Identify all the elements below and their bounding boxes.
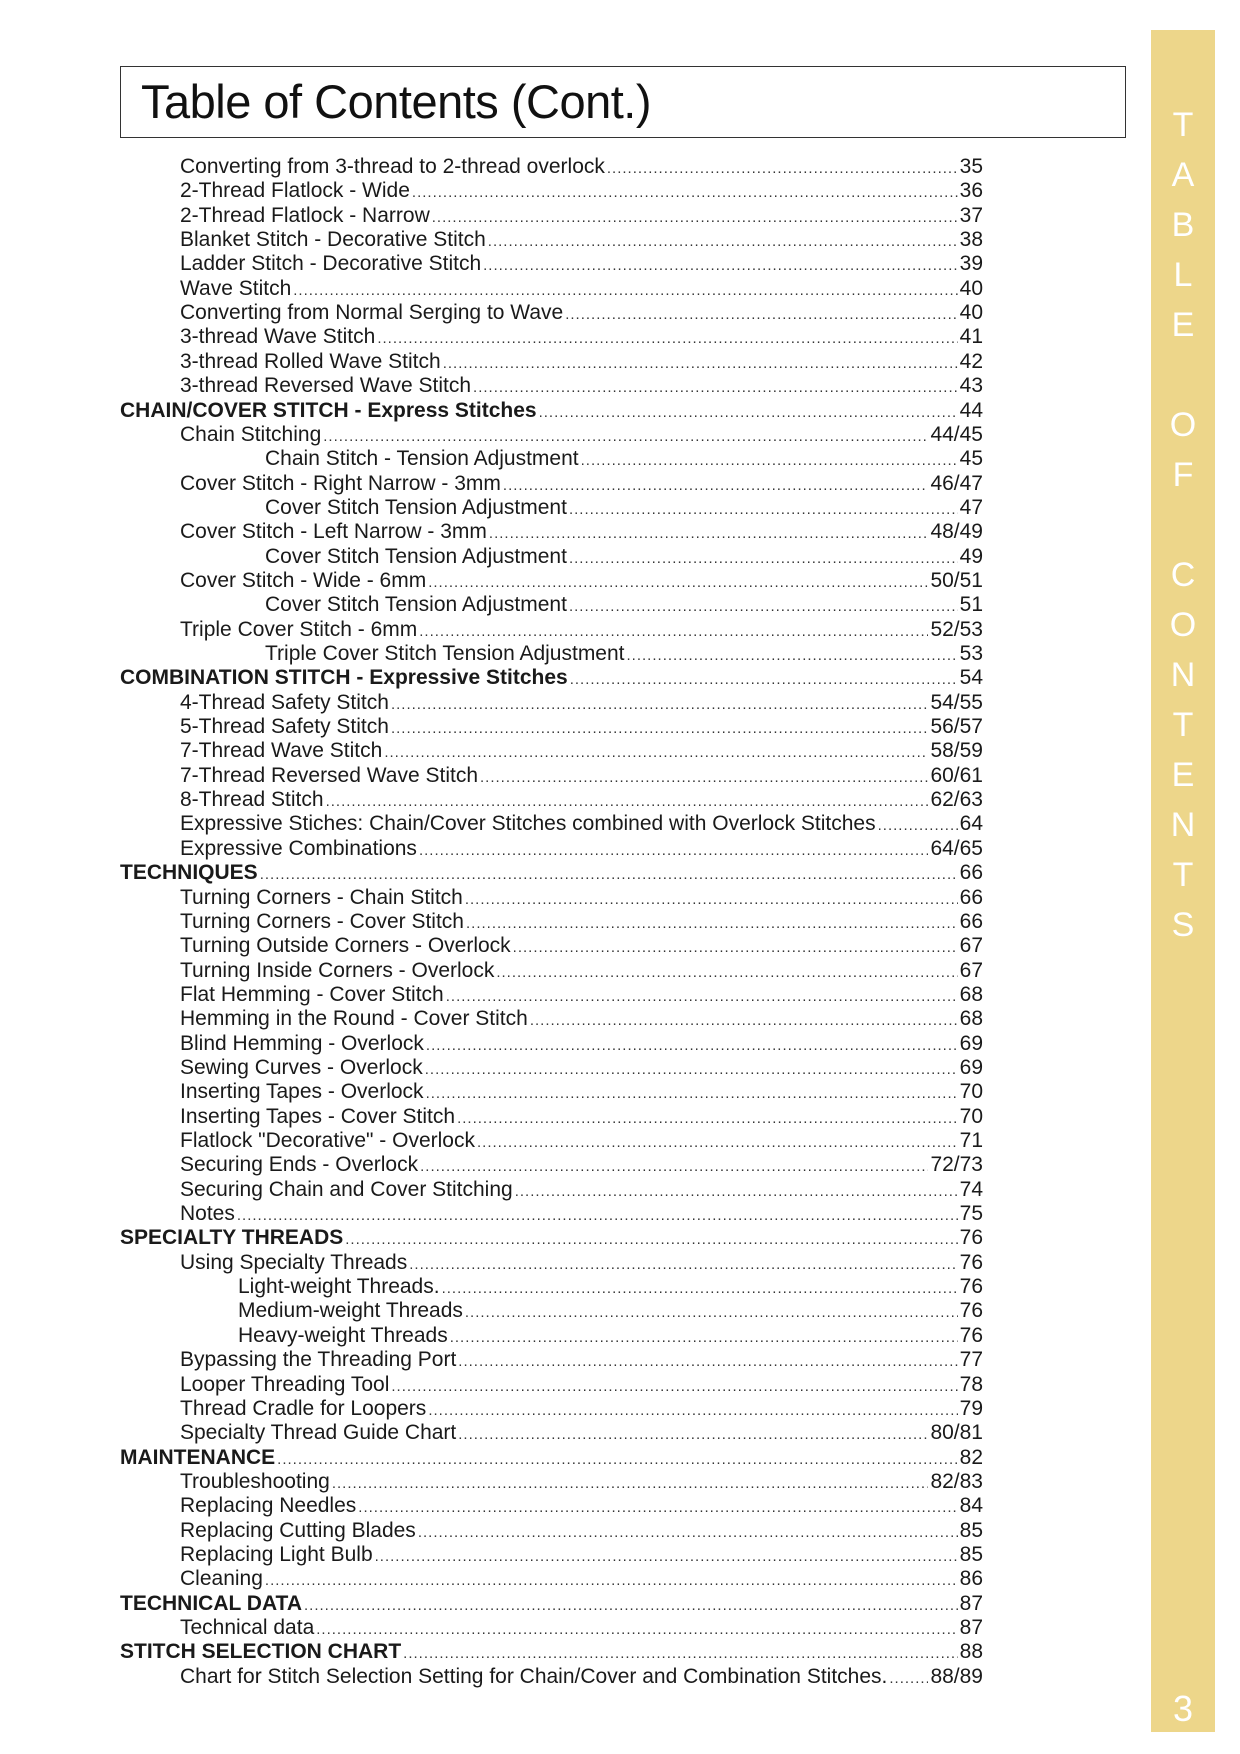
dot-leader (409, 1255, 957, 1275)
toc-section-heading[interactable] (120, 399, 983, 423)
toc-entry[interactable] (265, 545, 983, 569)
toc-entry[interactable] (180, 1397, 983, 1421)
toc-entry-label: Converting from Normal Serging to Wave (180, 301, 564, 325)
toc-entry-label: Cover Stitch Tension Adjustment (265, 544, 567, 568)
toc-entry[interactable] (180, 1202, 983, 1226)
toc-entry[interactable] (180, 1373, 983, 1397)
toc-entry[interactable] (180, 739, 983, 763)
toc-entry-label: Ladder Stitch - Decorative Stitch (180, 252, 482, 276)
toc-entry-label: Replacing Light Bulb (180, 1542, 373, 1566)
toc-entry-page: 49 (959, 544, 983, 568)
toc-entry-label: Using Specialty Threads (180, 1250, 408, 1274)
toc-entry[interactable] (180, 252, 983, 276)
dot-leader (358, 1498, 957, 1518)
toc-entry-label: Flatlock "Decorative" - Overlock (180, 1129, 475, 1152)
toc-entry-label: 3-thread Reversed Wave Stitch (180, 374, 472, 398)
dot-leader (503, 476, 929, 496)
toc-entry[interactable] (180, 1543, 983, 1567)
dot-leader (377, 329, 957, 349)
dot-leader (515, 1182, 958, 1202)
toc-entry-page: 66 (959, 909, 983, 933)
dot-leader (530, 1011, 958, 1031)
dot-leader (384, 743, 928, 763)
toc-entry[interactable] (180, 910, 983, 934)
toc-entry-page: 67 (959, 958, 983, 982)
dot-leader (458, 1425, 928, 1445)
dot-leader (480, 768, 928, 788)
toc-entry-label: Cover Stitch Tension Adjustment (265, 495, 567, 519)
dot-leader (565, 305, 957, 325)
dot-leader (425, 1060, 958, 1080)
toc-entry-page: 76 (959, 1323, 983, 1347)
toc-entry-label: Thread Cradle for Loopers (180, 1396, 427, 1420)
toc-entry-page: 50/51 (930, 568, 983, 592)
toc-entry-label: Flat Hemming - Cover Stitch (180, 982, 444, 1006)
toc-entry[interactable] (180, 1421, 983, 1445)
toc-entry[interactable] (180, 837, 983, 861)
dot-leader (627, 646, 958, 666)
toc-entry-page: 51 (959, 593, 983, 617)
toc-entry[interactable] (180, 812, 983, 836)
toc-entry-label: 3-thread Rolled Wave Stitch (180, 349, 441, 373)
dot-leader (569, 500, 958, 520)
toc-entry-page: 47 (959, 495, 983, 519)
toc-entry-label: 7-Thread Reversed Wave Stitch (180, 763, 479, 787)
dot-leader (581, 451, 958, 471)
sidebar-letter: O (1169, 606, 1197, 644)
toc-entry-page: 64 (959, 812, 983, 836)
sidebar-letter: N (1170, 806, 1196, 844)
dot-leader (570, 670, 958, 690)
toc-entry[interactable] (180, 350, 983, 374)
toc-entry[interactable] (180, 1494, 983, 1518)
sidebar-letter: A (1171, 156, 1195, 194)
toc-entry[interactable] (265, 642, 983, 666)
toc-entry-page: 38 (959, 228, 983, 252)
sidebar-letter: T (1172, 106, 1194, 144)
toc-entry-label: CHAIN/COVER STITCH - Express Stitches (120, 398, 537, 422)
toc-entry[interactable] (180, 1348, 983, 1372)
toc-entry-page: 35 (959, 155, 983, 178)
toc-entry-label: 8-Thread Stitch (180, 788, 324, 812)
dot-leader (483, 256, 958, 276)
dot-leader (465, 890, 958, 910)
toc-entry-page: 66 (959, 885, 983, 909)
toc-entry[interactable] (238, 1299, 983, 1323)
toc-entry-label: Technical data (180, 1616, 315, 1639)
toc-entry-page: 66 (959, 861, 983, 885)
toc-entry-label: Sewing Curves - Overlock (180, 1055, 423, 1079)
toc-entry-label: Expressive Stiches: Chain/Cover Stitches combined with Overlock Stitches (180, 812, 876, 836)
toc-entry[interactable] (180, 1470, 983, 1494)
sidebar-letter: N (1170, 656, 1196, 694)
toc-entry-page: 84 (959, 1494, 983, 1518)
toc-entry-page: 42 (959, 349, 983, 373)
sidebar-letter: C (1170, 556, 1196, 594)
toc-entry-label: Inserting Tapes - Cover Stitch (180, 1104, 456, 1128)
dot-leader (442, 1279, 958, 1299)
toc-entry-label: Specialty Thread Guide Chart (180, 1421, 457, 1445)
toc-entry[interactable] (180, 1665, 983, 1689)
page-number: 3 (1172, 1688, 1194, 1729)
toc-entry[interactable] (180, 520, 983, 544)
toc-entry-page: 68 (959, 1007, 983, 1031)
toc-entry-page: 70 (959, 1080, 983, 1104)
toc-entry-label: TECHNIQUES (120, 861, 258, 885)
dot-leader (391, 1377, 957, 1397)
toc-entry-label: 4-Thread Safety Stitch (180, 690, 389, 714)
dot-leader (345, 1230, 957, 1250)
toc-section-heading[interactable] (120, 1592, 983, 1616)
sidebar-letter: T (1172, 706, 1194, 744)
toc-entry-page: 72/73 (930, 1153, 983, 1177)
dot-leader (375, 1547, 958, 1567)
toc-entry-label: Replacing Needles (180, 1494, 357, 1518)
toc-entry[interactable] (180, 764, 983, 788)
toc-entry-label: 7-Thread Wave Stitch (180, 739, 383, 763)
toc-entry[interactable] (180, 155, 983, 179)
dot-leader (488, 232, 958, 252)
toc-entry-page: 87 (959, 1616, 983, 1639)
toc-entry[interactable] (180, 1105, 983, 1129)
toc-entry-page: 76 (959, 1299, 983, 1323)
toc-entry[interactable] (180, 1032, 983, 1056)
toc-entry-page: 77 (959, 1348, 983, 1372)
toc-entry-page: 67 (959, 934, 983, 958)
dot-leader (489, 524, 929, 544)
dot-leader (443, 354, 958, 374)
toc-entry[interactable] (180, 886, 983, 910)
toc-entry-page: 76 (959, 1250, 983, 1274)
toc-entry[interactable] (180, 715, 983, 739)
dot-leader (569, 597, 958, 617)
toc-entry-label: Chain Stitch - Tension Adjustment (265, 447, 579, 471)
dot-leader (446, 987, 958, 1007)
toc-entry-label: Wave Stitch (180, 276, 292, 300)
dot-leader (304, 1596, 958, 1616)
toc-entry-label: Securing Ends - Overlock (180, 1153, 419, 1177)
toc-entry-label: STITCH SELECTION CHART (120, 1640, 402, 1664)
dot-leader (539, 403, 958, 423)
toc-entry-page: 62/63 (930, 788, 983, 812)
toc-entry-page: 40 (959, 276, 983, 300)
dot-leader (419, 841, 929, 861)
toc-entry-page: 85 (959, 1542, 983, 1566)
toc-entry[interactable] (180, 934, 983, 958)
dot-leader (323, 427, 928, 447)
toc-entry-page: 82 (959, 1445, 983, 1469)
toc-entry-label: Cleaning (180, 1567, 263, 1591)
toc-entry-page: 70 (959, 1104, 983, 1128)
toc-entry-page: 36 (959, 179, 983, 203)
toc-section-heading[interactable] (120, 861, 983, 885)
toc-entry[interactable] (180, 1178, 983, 1202)
toc-entry[interactable] (180, 959, 983, 983)
toc-entry-page: 56/57 (930, 715, 983, 739)
toc-entry-label: Converting from 3-thread to 2-thread overlock (180, 155, 605, 178)
toc-entry[interactable] (180, 618, 983, 642)
toc-entry[interactable] (180, 325, 983, 349)
toc-entry[interactable] (180, 1519, 983, 1543)
toc-entry[interactable] (180, 472, 983, 496)
sidebar-letter: B (1171, 206, 1195, 244)
toc-entry-page: 43 (959, 374, 983, 398)
toc-entry-label: Inserting Tapes - Overlock (180, 1080, 424, 1104)
toc-entry-label: Hemming in the Round - Cover Stitch (180, 1007, 528, 1031)
toc-entry-label: Blanket Stitch - Decorative Stitch (180, 228, 486, 252)
dot-leader (265, 1571, 958, 1591)
sidebar-letter: L (1173, 256, 1193, 294)
dot-leader (260, 865, 958, 885)
toc-entry[interactable] (265, 447, 983, 471)
dot-leader (332, 1474, 929, 1494)
toc-entry-label: Chart for Stitch Selection Setting for Chain/Cover and Combination Stitches. (180, 1664, 888, 1688)
toc-entry-page: 76 (959, 1275, 983, 1299)
toc-entry-label: Turning Inside Corners - Overlock (180, 958, 495, 982)
toc-entry[interactable] (265, 496, 983, 520)
toc-entry-page: 68 (959, 982, 983, 1006)
toc-entry-page: 88 (959, 1640, 983, 1664)
toc-entry-label: Triple Cover Stitch Tension Adjustment (265, 642, 625, 665)
dot-leader (316, 1620, 957, 1640)
toc-entry[interactable] (180, 301, 983, 325)
toc-entry-page: 40 (959, 301, 983, 325)
dot-leader (237, 1206, 958, 1226)
toc-entry-label: 2-Thread Flatlock - Narrow (180, 203, 430, 227)
toc-entry[interactable] (180, 204, 983, 228)
toc-entry-label: Chain Stitching (180, 422, 322, 446)
page-title: Table of Contents (Cont.) (141, 75, 651, 128)
toc-entry-label: Cover Stitch - Wide - 6mm (180, 568, 427, 592)
toc-section-heading[interactable] (120, 1640, 983, 1664)
sidebar-letter: S (1171, 906, 1195, 944)
toc-entry[interactable] (180, 1251, 983, 1275)
toc-entry[interactable] (180, 983, 983, 1007)
toc-entry-label: Turning Outside Corners - Overlock (180, 934, 511, 958)
dot-leader (878, 816, 958, 836)
toc-entry-label: 2-Thread Flatlock - Wide (180, 179, 410, 203)
dot-leader (420, 1157, 928, 1177)
dot-leader (391, 695, 929, 715)
toc-entry-page: 44 (959, 398, 983, 422)
sidebar-letter: E (1171, 306, 1195, 344)
toc-entry-page: 54/55 (930, 690, 983, 714)
toc-entry-label: Expressive Combinations (180, 836, 417, 860)
dot-leader (465, 1303, 958, 1323)
dot-leader (450, 1328, 958, 1348)
toc-entry[interactable] (180, 1567, 983, 1591)
dot-leader (889, 1669, 928, 1689)
toc-entry-page: 64/65 (930, 836, 983, 860)
toc-entry[interactable] (180, 277, 983, 301)
dot-leader (428, 573, 928, 593)
toc-entry[interactable] (180, 569, 983, 593)
toc-entry-page: 45 (959, 447, 983, 471)
dot-leader (569, 549, 958, 569)
toc-entry-label: Cover Stitch - Left Narrow - 3mm (180, 520, 487, 544)
toc-entry-page: 75 (959, 1202, 983, 1226)
dot-leader (513, 938, 958, 958)
toc-entry-page: 85 (959, 1518, 983, 1542)
toc-entry[interactable] (180, 1007, 983, 1031)
toc-entry-page: 74 (959, 1177, 983, 1201)
toc-entry[interactable] (180, 691, 983, 715)
dot-leader (426, 1036, 958, 1056)
toc-entry-label: SPECIALTY THREADS (120, 1226, 344, 1250)
dot-leader (403, 1644, 957, 1664)
toc-section-heading[interactable] (120, 666, 983, 690)
toc-entry[interactable] (180, 374, 983, 398)
toc-entry-label: Replacing Cutting Blades (180, 1518, 416, 1542)
toc-entry-label: Medium-weight Threads (238, 1299, 463, 1323)
toc-entry-page: 69 (959, 1055, 983, 1079)
toc-entry-page: 39 (959, 252, 983, 276)
dot-leader (418, 1523, 958, 1543)
toc-entry-page: 48/49 (930, 520, 983, 544)
toc-entry-label: Troubleshooting (180, 1469, 330, 1493)
toc-entry-page: 44/45 (930, 422, 983, 446)
dot-leader (326, 792, 929, 812)
dot-leader (496, 963, 957, 983)
toc-entry-page: 58/59 (930, 739, 983, 763)
sidebar-letter: O (1169, 406, 1197, 444)
toc-entry-page: 76 (959, 1226, 983, 1250)
toc-entry-page: 80/81 (930, 1421, 983, 1445)
sidebar-letter: E (1171, 756, 1195, 794)
dot-leader (277, 1450, 957, 1470)
dot-leader (293, 281, 957, 301)
toc-entry-label: COMBINATION STITCH - Expressive Stitches (120, 666, 568, 690)
toc-entry[interactable] (180, 1080, 983, 1104)
toc-entry[interactable] (180, 1153, 983, 1177)
toc-entry-page: 78 (959, 1372, 983, 1396)
toc-entry-page: 71 (959, 1129, 983, 1152)
toc-entry-page: 46/47 (930, 471, 983, 495)
dot-leader (419, 622, 928, 642)
toc-entry-page: 88/89 (930, 1664, 983, 1688)
toc-entry[interactable] (265, 593, 983, 617)
toc-section-heading[interactable] (120, 1226, 983, 1250)
toc-entry-label: Cover Stitch - Right Narrow - 3mm (180, 471, 501, 495)
toc-entry-label: Securing Chain and Cover Stitching (180, 1177, 513, 1201)
dot-leader (457, 1109, 958, 1129)
dot-leader (466, 914, 958, 934)
dot-leader (426, 1084, 958, 1104)
toc-entry-label: Turning Corners - Chain Stitch (180, 885, 463, 909)
toc-section-heading[interactable] (120, 1446, 983, 1470)
toc-entry[interactable] (180, 1616, 983, 1640)
toc-entry[interactable] (238, 1275, 983, 1299)
dot-leader (473, 378, 958, 398)
toc-entry[interactable] (180, 788, 983, 812)
toc-entry-page: 86 (959, 1567, 983, 1591)
dot-leader (458, 1352, 957, 1372)
toc-entry-page: 82/83 (930, 1469, 983, 1493)
toc-entry-page: 54 (959, 666, 983, 690)
toc-entry-page: 87 (959, 1591, 983, 1615)
toc-entry-label: TECHNICAL DATA (120, 1591, 302, 1615)
toc-entry-label: Blind Hemming - Overlock (180, 1031, 424, 1055)
toc-entry-label: Light-weight Threads. (238, 1275, 440, 1299)
toc-entry-label: Turning Corners - Cover Stitch (180, 909, 464, 933)
toc-entry-page: 79 (959, 1396, 983, 1420)
toc-entry-label: MAINTENANCE (120, 1445, 276, 1469)
toc-entry-page: 53 (959, 642, 983, 665)
toc-entry-label: Bypassing the Threading Port (180, 1348, 457, 1372)
toc-entry-label: Heavy-weight Threads (238, 1323, 448, 1347)
toc-entry-page: 52/53 (930, 617, 983, 641)
dot-leader (391, 719, 929, 739)
toc-entry[interactable] (180, 228, 983, 252)
toc-entry-label: 3-thread Wave Stitch (180, 325, 376, 349)
toc-entry-label: Notes (180, 1202, 235, 1226)
toc-entry-page: 37 (959, 203, 983, 227)
toc-entry[interactable] (180, 179, 983, 203)
sidebar-letter: F (1172, 456, 1194, 494)
toc-entry-page: 41 (959, 325, 983, 349)
toc-entry-label: Looper Threading Tool (180, 1372, 390, 1396)
dot-leader (428, 1401, 957, 1421)
toc-entry-page: 60/61 (930, 763, 983, 787)
toc-entry[interactable] (180, 1056, 983, 1080)
dot-leader (607, 159, 958, 179)
toc-entry[interactable] (238, 1324, 983, 1348)
toc-entry-label: Cover Stitch Tension Adjustment (265, 593, 567, 617)
toc-entry[interactable] (180, 1129, 983, 1153)
dot-leader (412, 183, 958, 203)
dot-leader (477, 1133, 958, 1153)
sidebar-letter: T (1172, 856, 1194, 894)
toc-entry-label: 5-Thread Safety Stitch (180, 715, 389, 739)
toc-entry[interactable] (180, 423, 983, 447)
toc-entry-page: 69 (959, 1031, 983, 1055)
dot-leader (432, 208, 958, 228)
toc-entry-label: Triple Cover Stitch - 6mm (180, 617, 418, 641)
